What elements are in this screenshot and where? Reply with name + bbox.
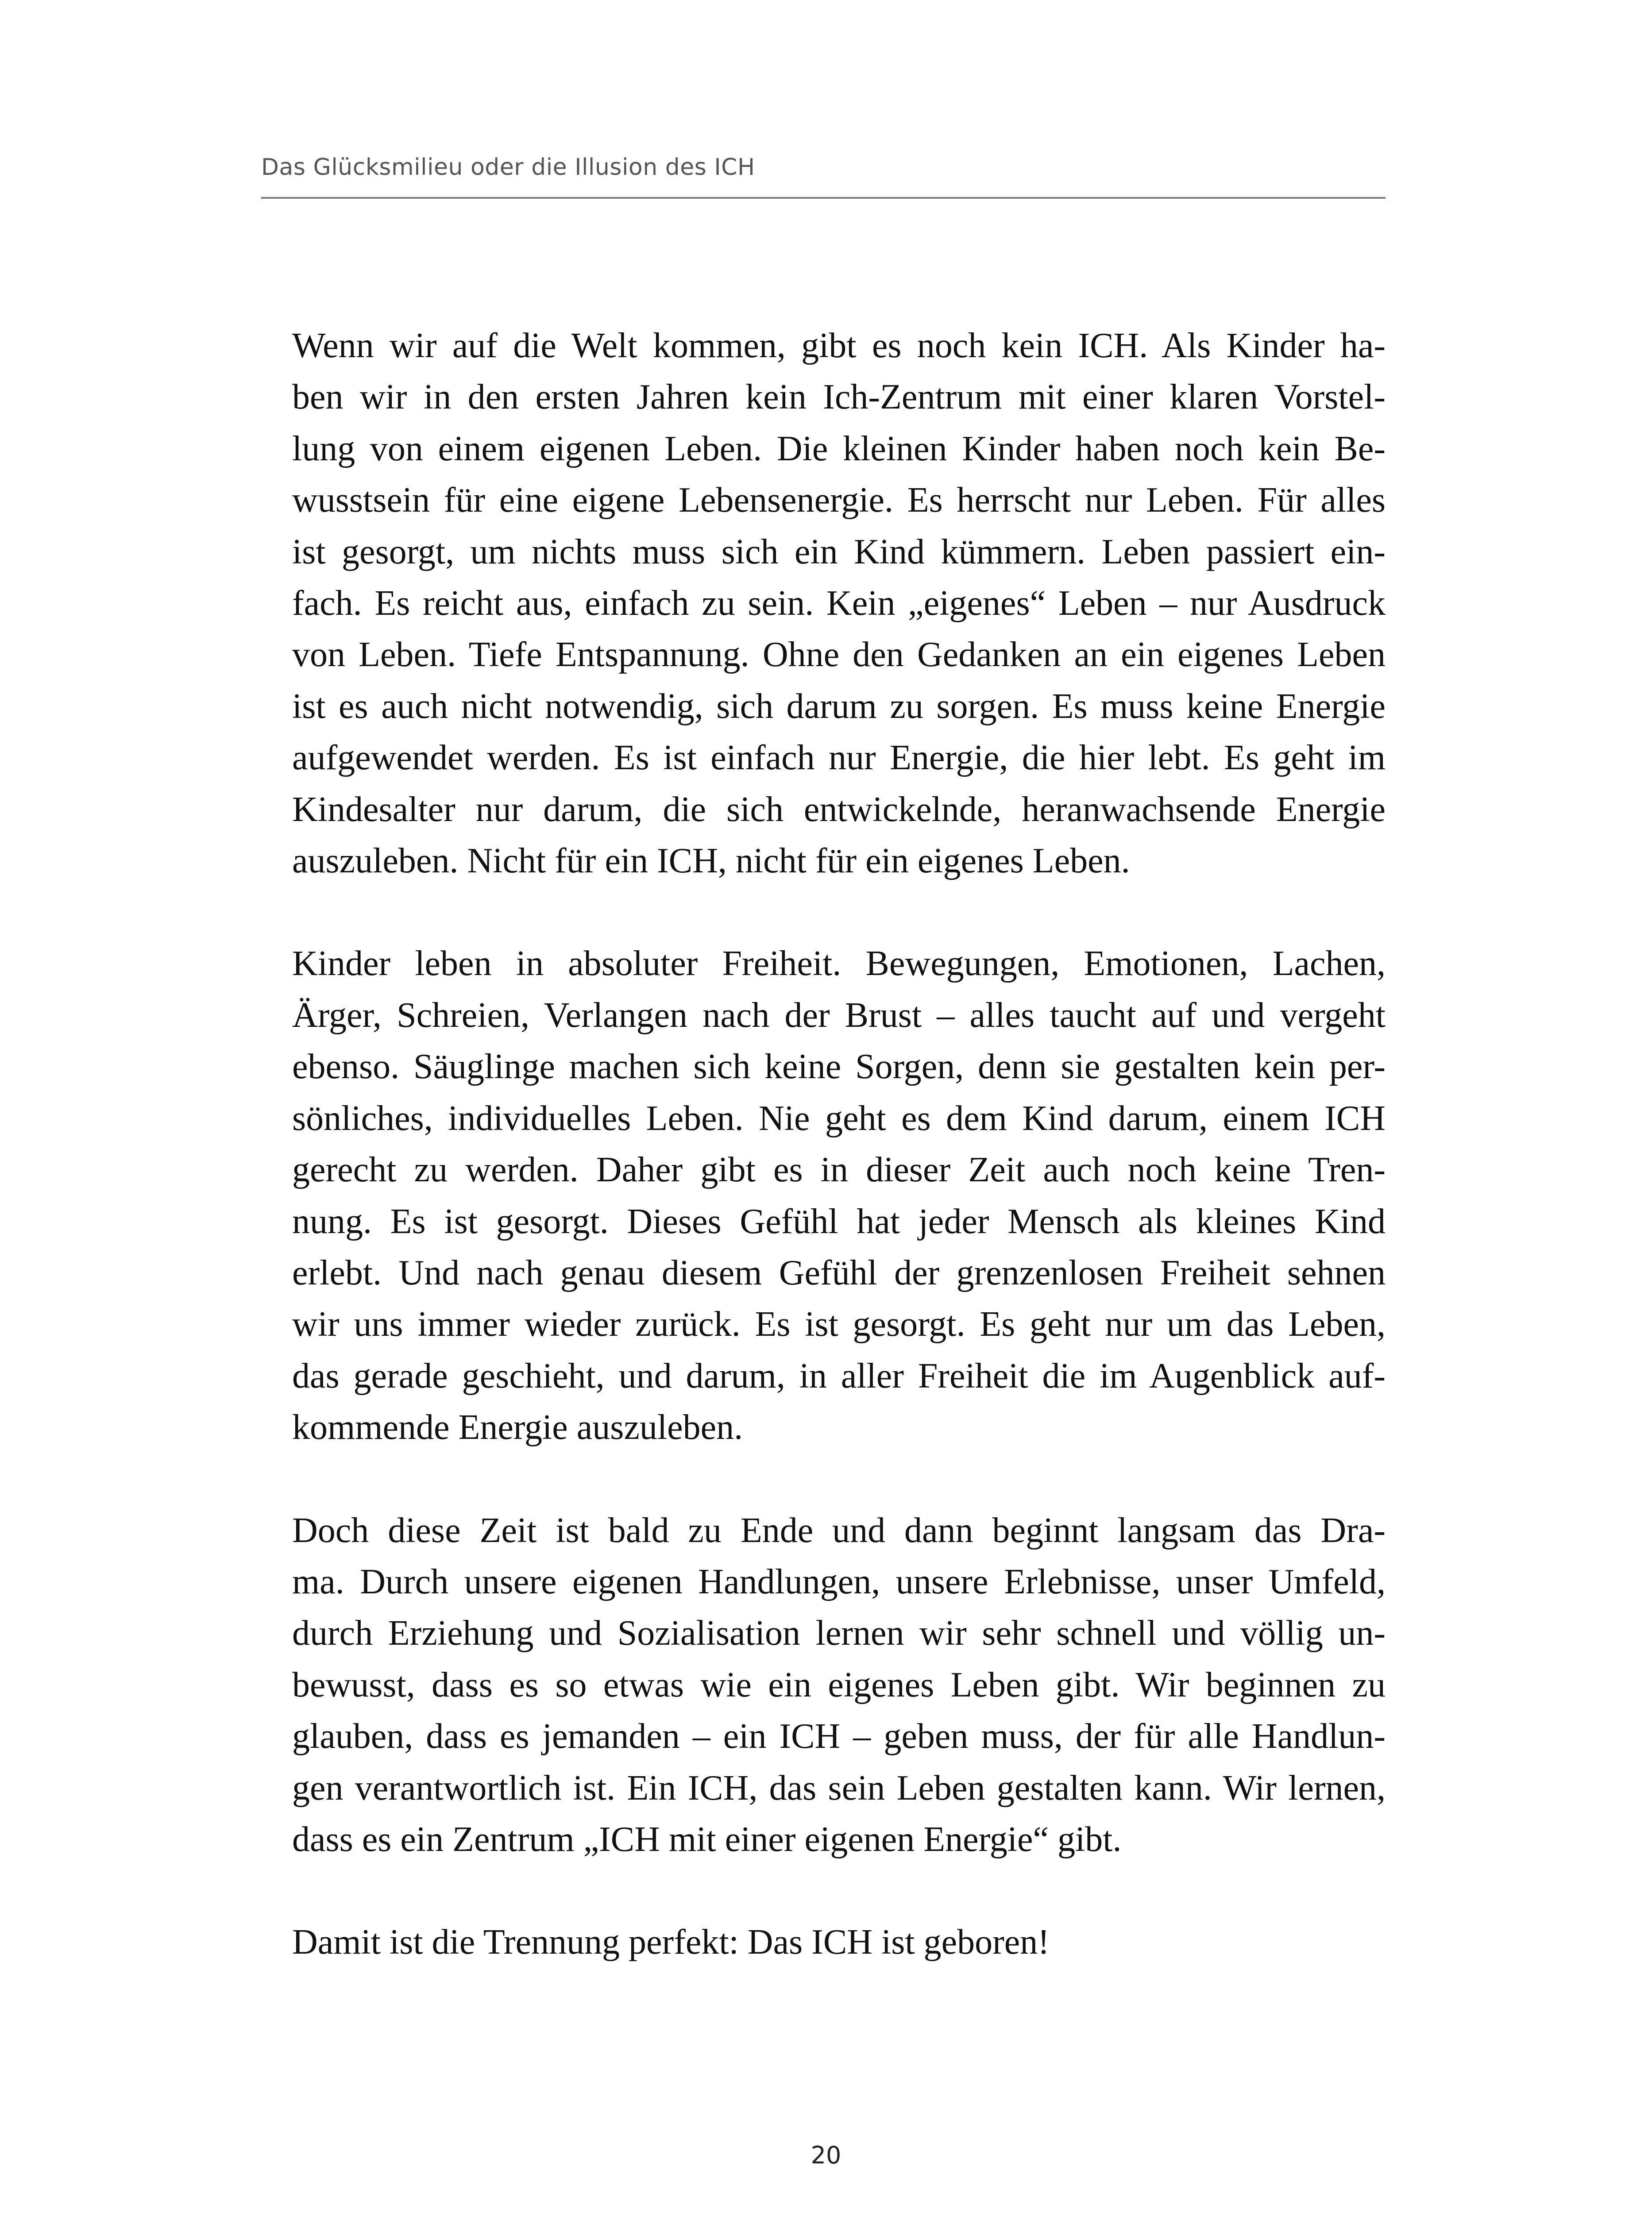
text-line: gerecht zu werden. Daher gibt es in dieser Zeit auch noch keine Tren- <box>292 1150 1386 1190</box>
text-line: durch Erziehung und Sozialisation lernen wir sehr schnell und völlig un- <box>292 1614 1386 1653</box>
text-line: wusstsein für eine eigene Lebensenergie. Es herrscht nur Leben. Für alles <box>292 481 1386 520</box>
page-number: 20 <box>811 2141 841 2169</box>
text-line: wir uns immer wieder zurück. Es ist gesorgt. Es geht nur um das Leben, <box>292 1305 1386 1344</box>
paragraph-1 <box>261 320 1386 887</box>
text-line: aufgewendet werden. Es ist einfach nur Energie, die hier lebt. Es geht im <box>292 738 1386 778</box>
text-line: Kindesalter nur darum, die sich entwickelnde, heranwachsende Energie <box>292 790 1386 829</box>
body-text <box>261 320 1386 2020</box>
text-line: Damit ist die Trennung perfekt: Das ICH ist geboren! <box>292 1923 1050 1962</box>
text-line: dass es ein Zentrum „ICH mit einer eigenen Energie“ gibt. <box>292 1820 1122 1859</box>
text-line: das gerade geschieht, und darum, in aller Freiheit die im Augenblick auf- <box>292 1356 1386 1396</box>
text-line: erlebt. Und nach genau diesem Gefühl der grenzenlosen Freiheit sehnen <box>292 1253 1386 1292</box>
running-head: Das Glücksmilieu oder die Illusion des ICH <box>261 154 755 181</box>
paragraph-4 <box>261 1916 1386 1968</box>
text-line: kommende Energie auszuleben. <box>292 1408 743 1447</box>
paragraph-3 <box>261 1505 1386 1866</box>
text-line: auszuleben. Nicht für ein ICH, nicht für ein eigenes Leben. <box>292 841 1130 881</box>
text-line: fach. Es reicht aus, einfach zu sein. Kein „eigenes“ Leben – nur Ausdruck <box>292 584 1386 623</box>
text-line: Ärger, Schreien, Verlangen nach der Brust – alles taucht auf und vergeht <box>292 995 1386 1035</box>
text-line: ebenso. Säuglinge machen sich keine Sorgen, denn sie gestalten kein per- <box>292 1047 1386 1087</box>
text-line: sönliches, individuelles Leben. Nie geht es dem Kind darum, einem ICH <box>292 1099 1386 1138</box>
text-line: von Leben. Tiefe Entspannung. Ohne den Gedanken an ein eigenes Leben <box>292 635 1386 675</box>
text-line: ist es auch nicht notwendig, sich darum zu sorgen. Es muss keine Energie <box>292 686 1386 726</box>
text-line: ben wir in den ersten Jahren kein Ich-Zentrum mit einer klaren Vorstel- <box>292 378 1386 417</box>
text-line: Kinder leben in absoluter Freiheit. Bewegungen, Emotionen, Lachen, <box>292 944 1386 983</box>
text-line: lung von einem eigenen Leben. Die kleinen Kinder haben noch kein Be- <box>292 429 1386 468</box>
text-line: gen verantwortlich ist. Ein ICH, das sein Leben gestalten kann. Wir lernen, <box>292 1768 1386 1808</box>
text-line: nung. Es ist gesorgt. Dieses Gefühl hat jeder Mensch als kleines Kind <box>292 1202 1386 1241</box>
header-rule <box>261 197 1386 199</box>
paragraph-2 <box>261 938 1386 1453</box>
text-line: ma. Durch unsere eigenen Handlungen, unsere Erlebnisse, unser Umfeld, <box>292 1562 1386 1601</box>
text-line: bewusst, dass es so etwas wie ein eigenes Leben gibt. Wir beginnen zu <box>292 1665 1386 1704</box>
text-line: ist gesorgt, um nichts muss sich ein Kind kümmern. Leben passiert ein- <box>292 532 1386 571</box>
text-line: glauben, dass es jemanden – ein ICH – geben muss, der für alle Handlun- <box>292 1717 1386 1756</box>
text-line: Wenn wir auf die Welt kommen, gibt es noch kein ICH. Als Kinder ha- <box>292 326 1386 365</box>
text-line: Doch diese Zeit ist bald zu Ende und dann beginnt langsam das Dra- <box>292 1511 1386 1550</box>
